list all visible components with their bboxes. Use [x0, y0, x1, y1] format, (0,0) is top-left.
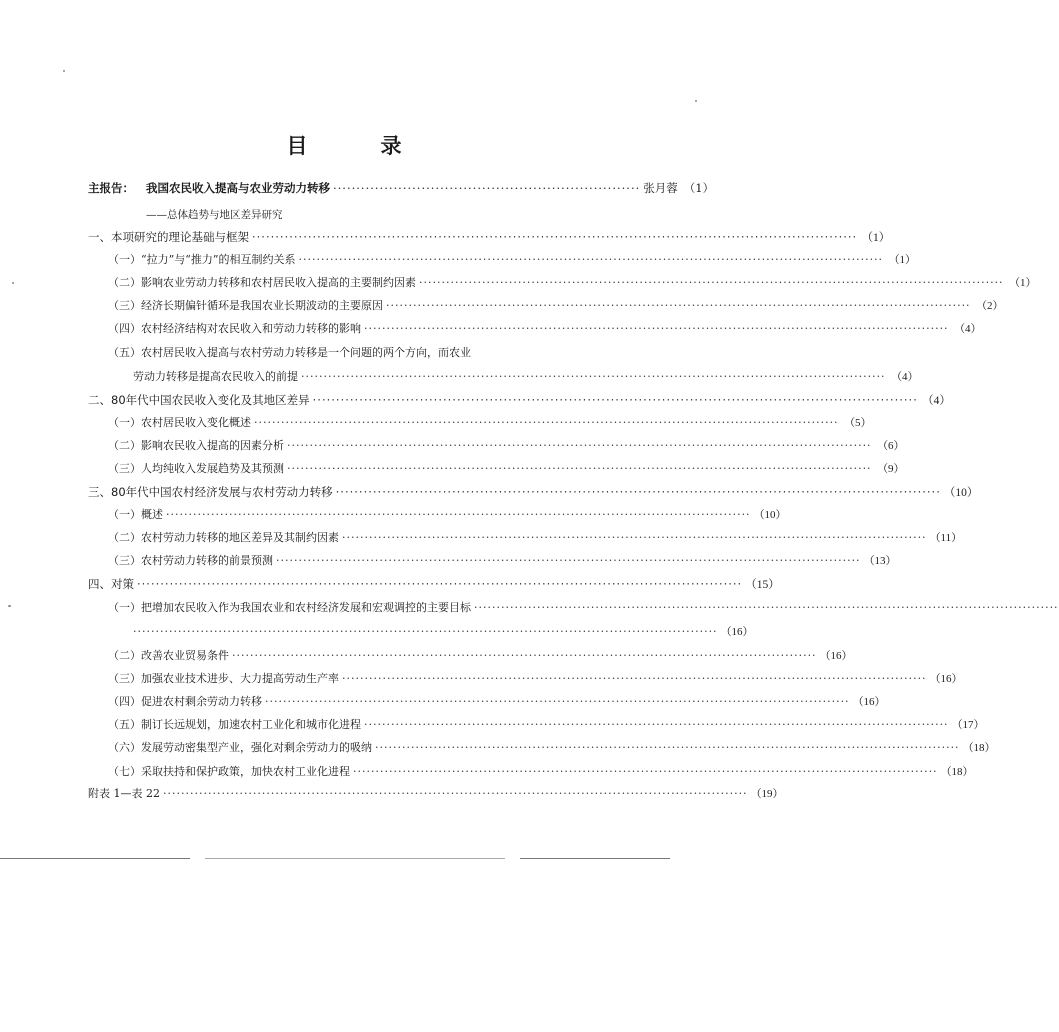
toc-entry-text: （二）农村劳动力转移的地区差异及其制约因素: [108, 531, 339, 544]
dot-leader: [265, 694, 850, 710]
toc-entry-text: 劳动力转移是提高农民收入的前提: [133, 370, 298, 383]
toc-entry-page: （1）: [1009, 277, 1037, 289]
toc-entry-page: （5）: [844, 417, 872, 429]
dot-leader: [252, 229, 857, 245]
toc-entry: [108, 553, 897, 569]
toc-entry-text: （七）采取扶持和保护政策，加快农村工业化进程: [108, 765, 350, 778]
toc-entry-text: （一）农村居民收入变化概述: [108, 416, 251, 429]
dot-leader: [336, 484, 941, 500]
dot-leader: [137, 576, 742, 592]
toc-entry-text: （二）影响农民收入提高的因素分析: [108, 439, 284, 452]
toc-entry-page: （16）: [720, 626, 754, 638]
toc-entry: [108, 252, 917, 268]
dot-leader: [254, 415, 839, 431]
scan-line: [205, 858, 505, 859]
toc-entry-page: （10）: [943, 487, 979, 499]
toc-entry-text: 一、本项研究的理论基础与框架: [88, 230, 249, 244]
toc-entry-page: （19）: [750, 788, 784, 800]
dot-leader: [364, 321, 949, 337]
toc-entry: [108, 275, 1037, 291]
main-report-title: 我国农民收入提高与农业劳动力转移: [146, 181, 330, 195]
toc-entry: [108, 694, 886, 710]
dot-leader: [301, 369, 886, 385]
toc-entry: [108, 438, 905, 454]
toc-entry: [88, 229, 891, 245]
toc-entry-text: （一）概述: [108, 508, 163, 521]
dot-leader: [419, 275, 1004, 291]
main-report-label: 主报告：: [88, 181, 134, 195]
main-report-author: 张月蓉: [643, 181, 678, 195]
toc-entry: [88, 484, 979, 500]
toc-entry-text: （六）发展劳动密集型产业，强化对剩余劳动力的吸纳: [108, 741, 372, 754]
toc-entry-page: （16）: [819, 650, 853, 662]
dot-leader: [364, 717, 949, 733]
dot-leader: [163, 786, 748, 802]
toc-entry: [133, 369, 919, 385]
toc-entry-text: （五）制订长远规划，加速农村工业化和城市化进程: [108, 718, 361, 731]
toc-entry-text: （三）经济长期偏针循环是我国农业长期波动的主要原因: [108, 299, 383, 312]
toc-entry-page: （16）: [852, 696, 886, 708]
main-report-subtitle: ——总体趋势与地区差异研究: [146, 209, 283, 221]
page-title: 目 录: [286, 134, 428, 158]
toc-entry-page: （18）: [962, 742, 996, 754]
toc-entry-text: （一）“拉力”与“推力”的相互制约关系: [108, 253, 296, 266]
toc-entry-text: （五）农村居民收入提高与农村劳动力转移是一个问题的两个方向，而农业: [108, 346, 471, 359]
toc-entry: [108, 648, 853, 664]
toc-entry: [108, 717, 985, 733]
toc-entry: [88, 392, 951, 408]
scan-line: [520, 858, 670, 859]
dot-leader: [342, 530, 927, 546]
toc-entry: [108, 298, 1004, 314]
toc-entry-page: （18）: [940, 766, 974, 778]
toc-entry: [133, 624, 754, 640]
toc-entry-text: 附表 1—表 22: [88, 787, 160, 800]
toc-entry-text: 三、80年代中国农村经济发展与农村劳动力转移: [88, 485, 333, 499]
toc-entry-page: （15）: [745, 579, 780, 591]
main-report-entry: [88, 180, 715, 196]
toc-entry-page: （16）: [929, 673, 963, 685]
dot-leader: [353, 764, 938, 780]
scan-speck: [12, 282, 14, 284]
toc-entry: [108, 740, 996, 756]
toc-entry-text: （三）加强农业技术进步、大力提高劳动生产率: [108, 672, 339, 685]
toc-entry-text: （三）农村劳动力转移的前景预测: [108, 554, 273, 567]
toc-entry-page: （1）: [861, 232, 891, 244]
dot-leader: [386, 298, 971, 314]
toc-entry: [108, 600, 570, 616]
toc-entry-text: 二、80年代中国农民收入变化及其地区差异: [88, 393, 310, 407]
dot-leader: [276, 553, 861, 569]
toc-entry: [108, 671, 963, 687]
toc-entry-page: （4）: [954, 323, 982, 335]
toc-entry-page: （4）: [922, 395, 951, 407]
dot-leader: ··································································: [333, 181, 641, 195]
toc-entry-text: （二）改善农业贸易条件: [108, 649, 229, 662]
dot-leader: [287, 461, 872, 477]
dot-leader: [232, 648, 817, 664]
toc-entry-page: （17）: [951, 719, 985, 731]
toc-entry: [88, 786, 784, 802]
toc-entry-text: （四）农村经济结构对农民收入和劳动力转移的影响: [108, 322, 361, 335]
toc-entry-page: （2）: [976, 300, 1004, 312]
toc-entry: [108, 415, 872, 431]
toc-entry: [108, 345, 570, 361]
toc-entry-page: （10）: [753, 509, 787, 521]
toc-entry: [108, 530, 963, 546]
scan-speck: [695, 100, 697, 102]
dot-leader: [375, 740, 960, 756]
toc-entry: [108, 764, 974, 780]
toc-entry-page: （13）: [863, 555, 897, 567]
scan-speck: [63, 70, 65, 72]
dot-leader: [342, 671, 927, 687]
toc-entry-text: （三）人均纯收入发展趋势及其预测: [108, 462, 284, 475]
toc-entry: [108, 507, 787, 523]
dot-leader: [474, 600, 1059, 616]
toc-entry-page: （4）: [891, 371, 919, 383]
toc-entry: [108, 461, 905, 477]
toc-entry-page: （11）: [929, 532, 963, 544]
dot-leader: [287, 438, 872, 454]
dot-leader: [133, 624, 718, 640]
toc-entry-page: （9）: [877, 463, 905, 475]
dot-leader: [166, 507, 751, 523]
dot-leader: [313, 392, 918, 408]
toc-entry-text: 四、对策: [88, 577, 134, 591]
toc-entry-page: （1）: [888, 254, 917, 266]
toc-entry-page: （6）: [877, 440, 905, 452]
toc-entry-text: （一）把增加农民收入作为我国农业和农村经济发展和宏观调控的主要目标: [108, 601, 471, 614]
toc-entry-text: （二）影响农业劳动力转移和农村居民收入提高的主要制约因素: [108, 276, 416, 289]
dot-leader: [299, 252, 884, 268]
toc-entry: [88, 576, 780, 592]
main-report-page: （1）: [683, 181, 715, 195]
toc-entry: [108, 321, 982, 337]
scan-line: [0, 858, 190, 859]
toc-entry-text: （四）促进农村剩余劳动力转移: [108, 695, 262, 708]
scan-speck: [8, 605, 11, 607]
